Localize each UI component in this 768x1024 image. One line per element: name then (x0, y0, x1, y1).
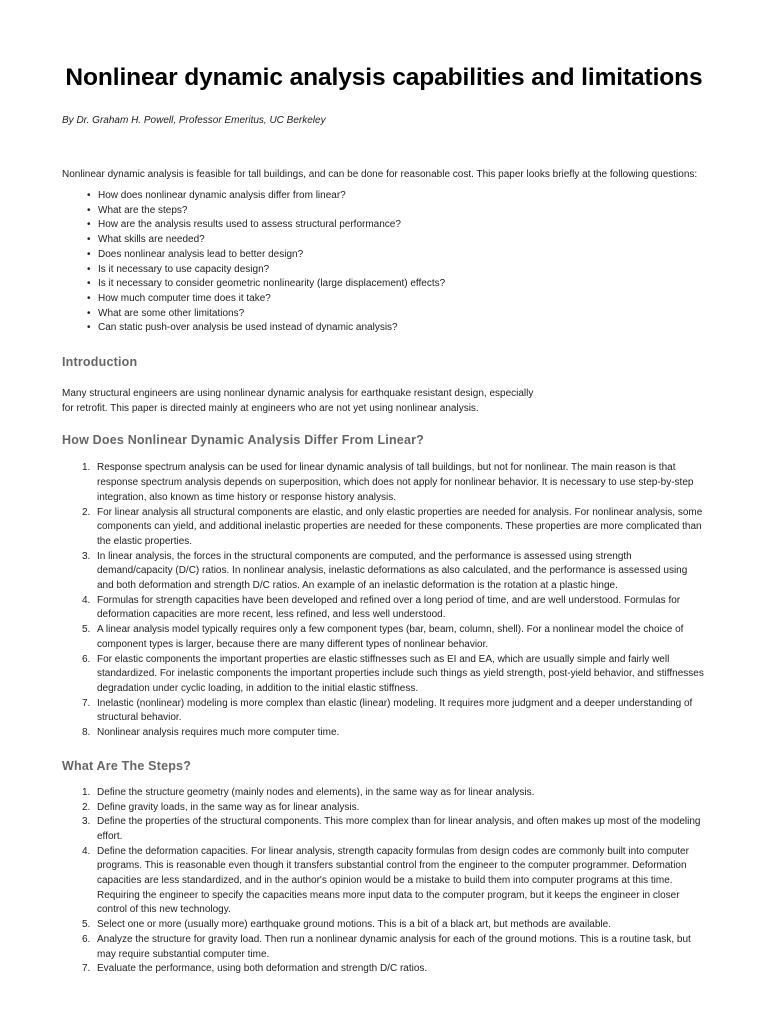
question-item: • Is it necessary to consider geometric nonlinearity (large displacement) effects? (98, 277, 706, 292)
paragraph-line: for retrofit. This paper is directed mainly at engineers who are not yet using nonlinear analysis. (62, 402, 479, 414)
section-heading-introduction: Introduction (62, 355, 138, 370)
list-item-number: 2. (82, 506, 91, 518)
list-item-line: Nonlinear analysis requires much more computer time. (97, 727, 340, 739)
list-item-line: Formulas for strength capacities have been developed and refined over a long period of time, and are well understood. Formulas for (97, 594, 681, 606)
list-item-line: demand/capacity (D/C) ratios. In nonlinear analysis, inelastic deformations as also calculated, and the performance is assessed using (97, 565, 688, 577)
list-item-line: Requiring the engineer to specify the capacities means more input data to the computer program, but it keeps the engineer in closer (97, 889, 680, 901)
list-item-line: Inelastic (nonlinear) modeling is more complex than elastic (linear) modeling. It requires more judgment and a deeper understanding of (97, 697, 693, 709)
list-item-number: 7. (82, 963, 91, 975)
section-heading-differ: How Does Nonlinear Dynamic Analysis Differ From Linear? (62, 433, 425, 448)
list-item-number: 5. (82, 624, 91, 636)
question-item: • How much computer time does it take? (98, 292, 706, 307)
list-item-line: and both deformation and strength D/C ratios. An example of an inelastic deformation is the rotation at a plastic hinge. (97, 580, 618, 592)
list-item-line: deformation capacities are more recent, less refined, and less well understood. (97, 609, 446, 621)
list-item-line: components can yield, and additional inelastic properties are needed for these components. These properties are more complicated than (97, 521, 702, 533)
list-item (62, 801, 706, 816)
list-item-line: may require substantial computer time. (97, 948, 270, 960)
list-item (62, 697, 706, 726)
list-item-line: standardized. For inelastic components the important properties include such things as yield strength, post-yield behavior, and stiffnesses (97, 668, 704, 680)
question-item: • Is it necessary to use capacity design? (98, 263, 706, 278)
list-item (62, 623, 706, 652)
list-item-number: 3. (82, 550, 91, 562)
list-item-line: Define the structure geometry (mainly nodes and elements), in the same way as for linear analysis. (97, 786, 535, 798)
list-item-line: Analyze the structure for gravity load. Then run a nonlinear dynamic analysis for each of the ground motions. This is a routine task, but (97, 933, 691, 945)
list-item (62, 653, 706, 697)
question-item: • What are some other limitations? (98, 307, 706, 322)
paragraph-line: Many structural engineers are using nonlinear dynamic analysis for earthquake resistant design, especially (62, 388, 534, 400)
question-item: • How are the analysis results used to assess structural performance? (98, 218, 706, 233)
list-item-number: 1. (82, 462, 91, 474)
list-item (62, 962, 706, 977)
list-item-line: Select one or more (usually more) earthquake ground motions. This is a bit of a black art, but methods are available. (97, 919, 611, 931)
list-item-number: 5. (82, 919, 91, 931)
list-item-number: 6. (82, 933, 91, 945)
list-item-line: the elastic properties. (97, 535, 193, 547)
list-item-line: control of this new technology. (97, 904, 231, 916)
section-heading-steps: What Are The Steps? (62, 758, 192, 773)
question-item: • How does nonlinear dynamic analysis differ from linear? (98, 189, 706, 204)
steps-list (62, 786, 706, 977)
list-item-number: 4. (82, 845, 91, 857)
list-item-line: Define the deformation capacities. For linear analysis, strength capacity formulas from design codes are commonly built into computer (97, 845, 689, 857)
list-item-line: response spectrum analysis depends on superposition, which does not apply for nonlinear behavior. It is necessary to use step-by-step (97, 477, 694, 489)
page-title: Nonlinear dynamic analysis capabilities and limitations (65, 64, 703, 91)
question-item: • What are the steps? (98, 204, 706, 219)
list-item-number: 7. (82, 697, 91, 709)
list-item-line: Define the properties of the structural components. This more complex than for linear analysis, and often makes up most of the modeling (97, 816, 701, 828)
list-item (62, 506, 706, 550)
list-item-line: Response spectrum analysis can be used for linear dynamic analysis of tall buildings, but not for nonlinear. The main reason is that (97, 462, 676, 474)
list-item (62, 726, 706, 741)
list-item-line: In linear analysis, the forces in the structural components are computed, and the performance is assessed using strength (97, 550, 632, 562)
list-item-line: capacities are less standardized, and in the author's opinion would be a mistake to build them into computer programs at this time. (97, 875, 673, 887)
list-item (62, 786, 706, 801)
list-item-line: effort. (97, 830, 123, 842)
list-item (62, 933, 706, 962)
list-item (62, 550, 706, 594)
list-item (62, 461, 706, 505)
list-item-line: For linear analysis all structural components are elastic, and only elastic properties are needed for analysis. For nonlinear analysis, some (97, 506, 703, 518)
list-item-line: component types is larger, because there are many different types of nonlinear behavior. (97, 638, 489, 650)
list-item-line: A linear analysis model typically requires only a few component types (bar, beam, column, shell). For a nonlinear model the choice of (97, 624, 684, 636)
list-item-number: 6. (82, 653, 91, 665)
list-item-line: Evaluate the performance, using both deformation and strength D/C ratios. (97, 963, 428, 975)
questions-list (62, 189, 706, 336)
question-item: • Can static push-over analysis be used instead of dynamic analysis? (98, 321, 706, 336)
list-item-line: programs. This is reasonable even though it transfers substantial control from the engineer to the computer programmer. Deformation (97, 860, 687, 872)
list-item (62, 594, 706, 623)
list-item-line: degradation under cyclic loading, in addition to the initial elastic stiffness. (97, 682, 419, 694)
list-item-line: For elastic components the important properties are elastic stiffnesses such as EI and EA, which are usually simple and fairly well (97, 653, 670, 665)
author-byline: By Dr. Graham H. Powell, Professor Emeritus, UC Berkeley (62, 115, 326, 126)
list-item-line: integration, also known as time history or response history analysis. (97, 491, 397, 503)
differ-list (62, 461, 706, 740)
list-item-number: 3. (82, 816, 91, 828)
list-item (62, 815, 706, 844)
list-item-number: 8. (82, 727, 91, 739)
list-item-number: 4. (82, 594, 91, 606)
lead-paragraph: Nonlinear dynamic analysis is feasible for tall buildings, and can be done for reasonable cost. This paper looks briefly at the following questions: (62, 169, 698, 180)
list-item-number: 2. (82, 801, 91, 813)
list-item-line: Define gravity loads, in the same way as for linear analysis. (97, 801, 360, 813)
list-item (62, 918, 706, 933)
question-item: • Does nonlinear analysis lead to better design? (98, 248, 706, 263)
list-item-line: structural behavior. (97, 712, 182, 724)
list-item-number: 1. (82, 786, 91, 798)
introduction-paragraph (62, 387, 706, 416)
list-item (62, 845, 706, 919)
question-item: • What skills are needed? (98, 233, 706, 248)
